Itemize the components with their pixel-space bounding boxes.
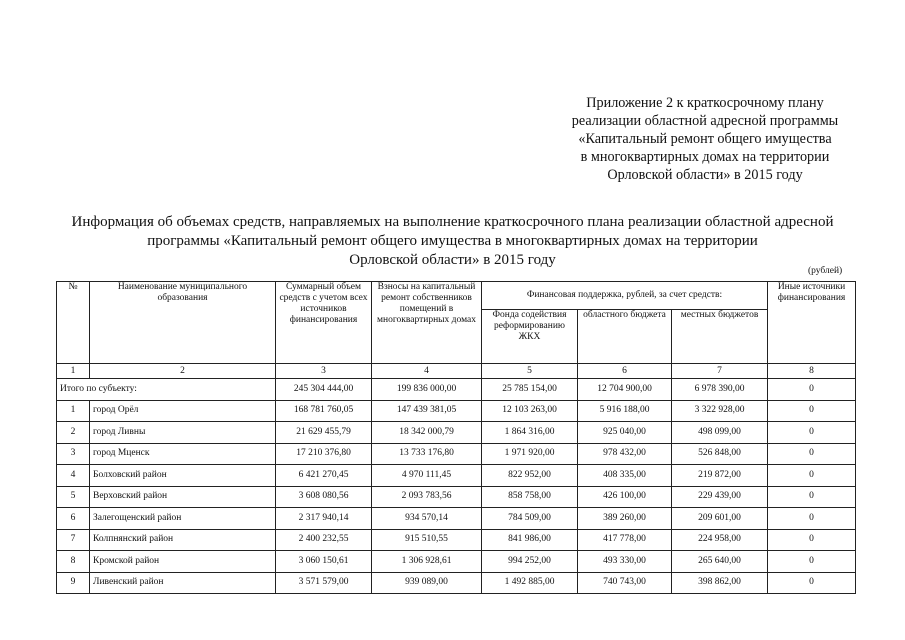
cell-total: 3 608 080,56 [276,486,372,508]
cell-local: 3 322 928,00 [672,400,768,422]
total-label: Итого по субъекту: [57,379,276,401]
municipality-name: город Орёл [90,400,276,422]
column-number-row [57,364,856,379]
table-row [57,486,856,508]
total-owners: 199 836 000,00 [372,379,482,401]
cell-total: 3 571 579,00 [276,572,372,594]
cell-owners: 1 306 928,61 [372,551,482,573]
cell-local: 398 862,00 [672,572,768,594]
cell-fund: 784 509,00 [482,508,578,530]
municipality-name: Ливенский район [90,572,276,594]
cell-other: 0 [768,443,856,465]
municipality-name: Кромской район [90,551,276,573]
table-row [57,551,856,573]
cell-other: 0 [768,465,856,487]
document-title [40,213,865,270]
cell-regional: 978 432,00 [578,443,672,465]
header-total: Суммарный объем средств с учетом всех источников финансирования [276,282,372,364]
municipality-name: город Мценск [90,443,276,465]
header-support: Финансовая поддержка, рублей, за счет средств: [482,282,768,310]
cell-fund: 1 492 885,00 [482,572,578,594]
row-num: 2 [57,422,90,444]
column-number: 3 [276,364,372,379]
cell-total: 6 421 270,45 [276,465,372,487]
cell-owners: 939 089,00 [372,572,482,594]
cell-regional: 389 260,00 [578,508,672,530]
cell-local: 224 958,00 [672,529,768,551]
cell-regional: 417 778,00 [578,529,672,551]
header-fund: Фонда содействия реформированию ЖКХ [482,310,578,364]
cell-regional: 408 335,00 [578,465,672,487]
cell-fund: 841 986,00 [482,529,578,551]
cell-regional: 740 743,00 [578,572,672,594]
cell-total: 2 317 940,14 [276,508,372,530]
column-number: 6 [578,364,672,379]
cell-local: 229 439,00 [672,486,768,508]
cell-other: 0 [768,508,856,530]
municipality-name: город Ливны [90,422,276,444]
cell-owners: 915 510,55 [372,529,482,551]
column-number: 8 [768,364,856,379]
cell-total: 3 060 150,61 [276,551,372,573]
cell-fund: 1 971 920,00 [482,443,578,465]
total-sum: 245 304 444,00 [276,379,372,401]
row-num: 4 [57,465,90,487]
row-num: 6 [57,508,90,530]
column-number: 4 [372,364,482,379]
cell-owners: 934 570,14 [372,508,482,530]
cell-other: 0 [768,486,856,508]
units-label: (рублей) [808,266,843,276]
total-local: 6 978 390,00 [672,379,768,401]
cell-total: 17 210 376,80 [276,443,372,465]
row-num: 9 [57,572,90,594]
table-row [57,508,856,530]
cell-other: 0 [768,529,856,551]
title-line: Орловской области» в 2015 году [349,252,556,268]
cell-owners: 2 093 783,56 [372,486,482,508]
row-num: 8 [57,551,90,573]
column-number: 7 [672,364,768,379]
cell-local: 526 848,00 [672,443,768,465]
header-owners: Взносы на капитальный ремонт собственников помещений в многоквартирных домах [372,282,482,364]
header-name: Наименование муниципального образования [90,282,276,364]
column-number: 1 [57,364,90,379]
appendix-line: в многоквартирных домах на территории [580,149,830,165]
municipality-name: Болховский район [90,465,276,487]
cell-owners: 13 733 176,80 [372,443,482,465]
funding-table [56,281,856,594]
appendix-line: Приложение 2 к краткосрочному плану [586,95,824,111]
total-row [57,379,856,401]
cell-other: 0 [768,572,856,594]
cell-fund: 12 103 263,00 [482,400,578,422]
cell-fund: 994 252,00 [482,551,578,573]
cell-other: 0 [768,551,856,573]
row-num: 1 [57,400,90,422]
title-line: Информация об объемах средств, направляемых на выполнение краткосрочного плана реализации областной адресной [71,214,834,230]
header-regional: областного бюджета [578,310,672,364]
row-num: 3 [57,443,90,465]
cell-owners: 147 439 381,05 [372,400,482,422]
cell-local: 265 640,00 [672,551,768,573]
row-num: 5 [57,486,90,508]
cell-other: 0 [768,422,856,444]
table-row [57,443,856,465]
header-other: Иные источники финансирования [768,282,856,364]
cell-fund: 858 758,00 [482,486,578,508]
appendix-line: «Капитальный ремонт общего имущества [578,131,832,147]
municipality-name: Залегощенский район [90,508,276,530]
row-num: 7 [57,529,90,551]
appendix-note [540,94,870,184]
cell-local: 498 099,00 [672,422,768,444]
cell-total: 2 400 232,55 [276,529,372,551]
cell-total: 21 629 455,79 [276,422,372,444]
table-row [57,400,856,422]
cell-local: 219 872,00 [672,465,768,487]
title-line: программы «Капитальный ремонт общего имущества в многоквартирных домах на территории [147,233,758,249]
cell-fund: 1 864 316,00 [482,422,578,444]
total-other: 0 [768,379,856,401]
cell-regional: 493 330,00 [578,551,672,573]
cell-fund: 822 952,00 [482,465,578,487]
total-regional: 12 704 900,00 [578,379,672,401]
cell-regional: 426 100,00 [578,486,672,508]
cell-regional: 5 916 188,00 [578,400,672,422]
data-rows [57,400,856,594]
cell-other: 0 [768,400,856,422]
municipality-name: Колпнянский район [90,529,276,551]
column-number: 2 [90,364,276,379]
table-row [57,465,856,487]
table-row [57,529,856,551]
cell-total: 168 781 760,05 [276,400,372,422]
appendix-line: Орловской области» в 2015 году [607,167,803,183]
table-row [57,572,856,594]
header-local: местных бюджетов [672,310,768,364]
header-num: № [57,282,90,364]
cell-owners: 18 342 000,79 [372,422,482,444]
appendix-line: реализации областной адресной программы [571,113,839,129]
cell-owners: 4 970 111,45 [372,465,482,487]
column-number: 5 [482,364,578,379]
cell-local: 209 601,00 [672,508,768,530]
total-fund: 25 785 154,00 [482,379,578,401]
table-row [57,422,856,444]
municipality-name: Верховский район [90,486,276,508]
cell-regional: 925 040,00 [578,422,672,444]
